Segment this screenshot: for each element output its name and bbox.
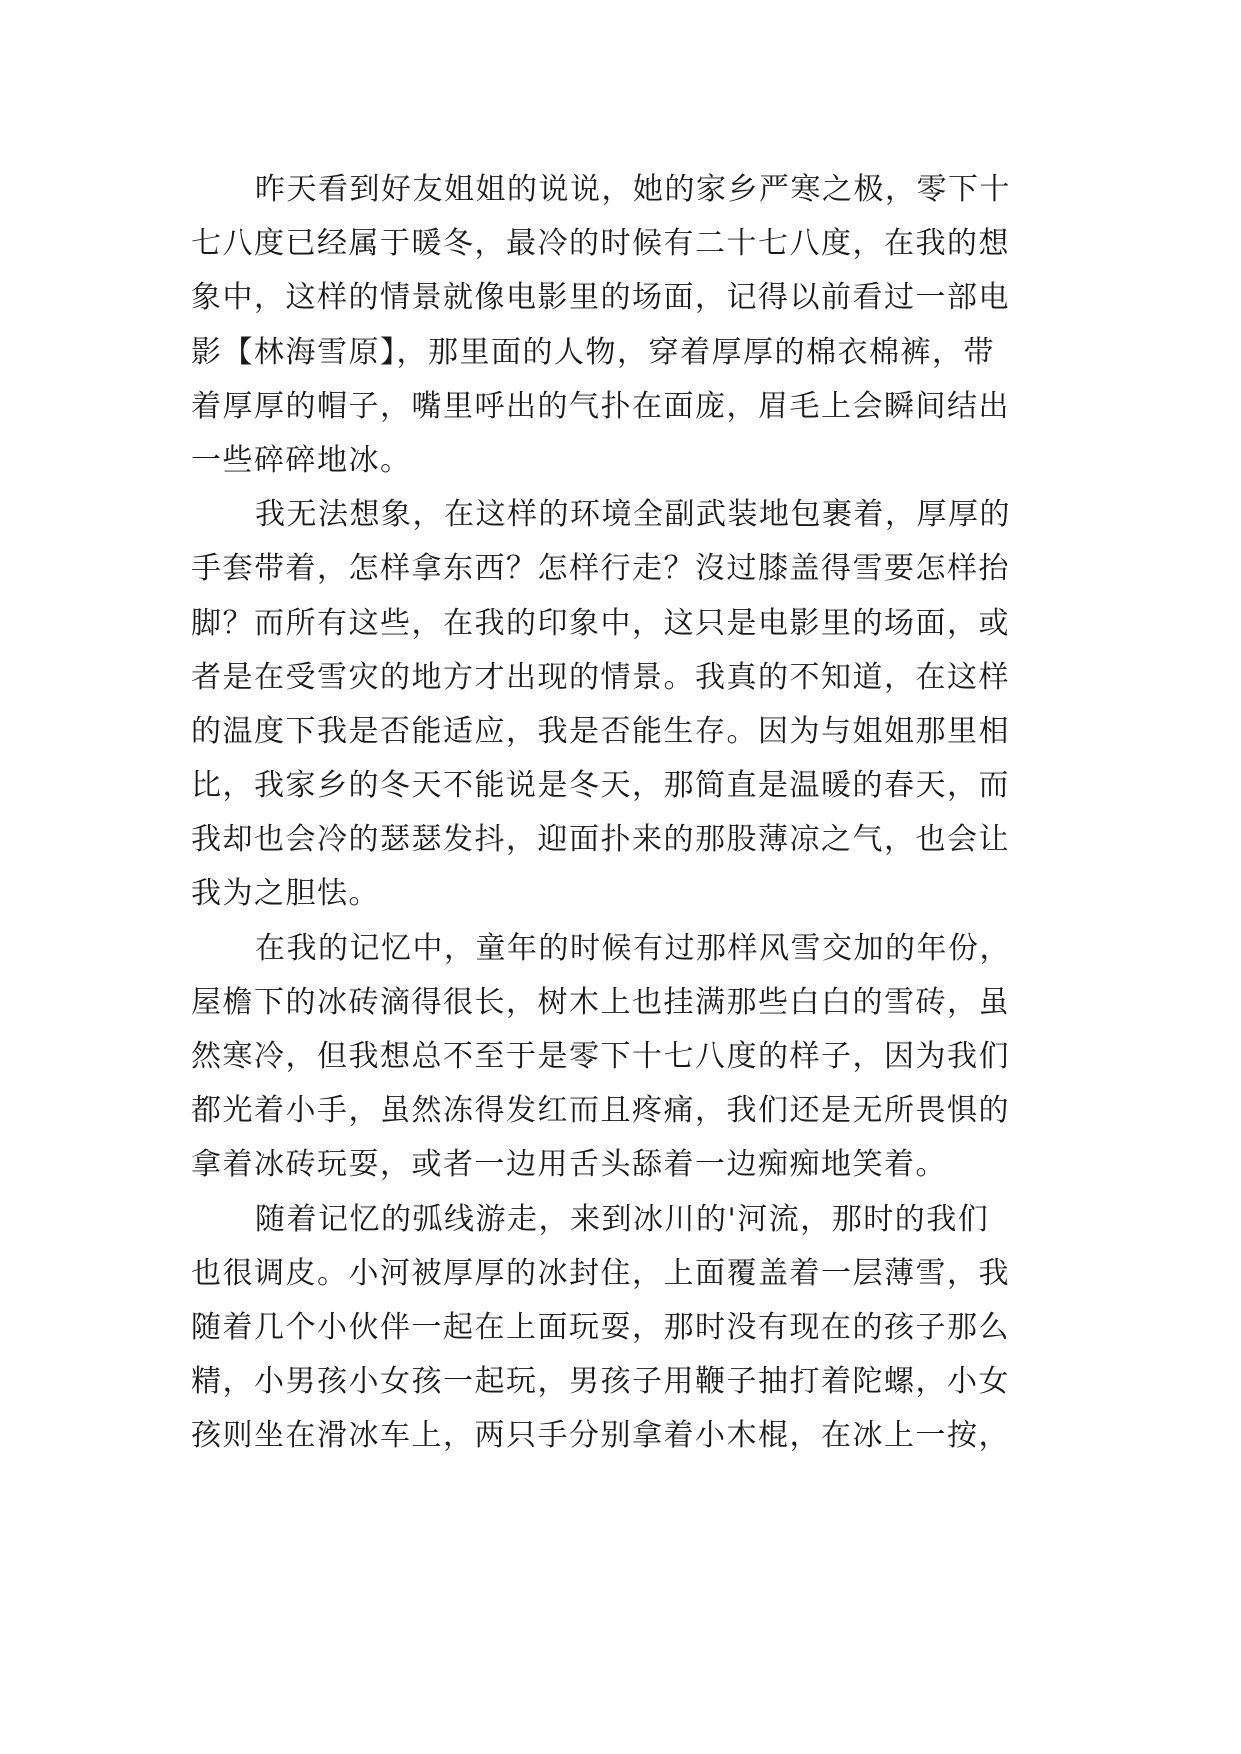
text-line: 手套带着，怎样拿东西？怎样行走？沒过膝盖得雪要怎样抬 [191,551,1010,587]
text-line: 都光着小手，虽然冻得发红而且疼痛，我们还是无所畏惧的 [191,1093,1010,1129]
text-line: 着厚厚的帽子，嘴里呼出的气扑在面庞，眉毛上会瞬间结出 [191,388,1010,424]
text-line: 也很调皮。小河被厚厚的冰封住，上面覆盖着一层薄雪，我 [191,1255,1010,1291]
paragraph-3 [191,922,1071,1193]
paragraph-1 [191,163,1071,488]
text-line: 我为之胆怯。 [191,876,380,912]
text-line: 孩则坐在滑冰车上，两只手分别拿着小木棍，在冰上一按， [191,1418,1010,1454]
text-line: 昨天看到好友姐姐的说说，她的家乡严寒之极，零下十 [255,172,1011,207]
text-line: 七八度已经属于暖冬，最冷的时候有二十七八度，在我的想 [191,226,1010,262]
text-line: 影【林海雪原】，那里面的人物，穿着厚厚的棉衣棉裤，带 [191,334,995,370]
paragraph-2 [191,488,1071,922]
text-line: 脚？而所有这些，在我的印象中，这只是电影里的场面，或 [191,605,1010,641]
text-line: 一些碎碎地冰。 [191,442,412,478]
text-line: 的温度下我是否能适应，我是否能生存。因为与姐姐那里相 [191,713,1010,749]
text-line: 象中，这样的情景就像电影里的场面，记得以前看过一部电 [191,280,1010,316]
text-line: 我却也会冷的瑟瑟发抖，迎面扑来的那股薄凉之气，也会让 [191,822,1010,858]
text-line: 屋檐下的冰砖滴得很长，树木上也挂满那些白白的雪砖，虽 [191,984,1010,1020]
text-line: 在我的记忆中，童年的时候有过那样风雪交加的年份， [255,930,1011,966]
text-line: 我无法想象，在这样的环境全副武装地包裹着，厚厚的 [255,497,1011,533]
text-line: 比，我家乡的冬天不能说是冬天，那简直是温暖的春天，而 [191,768,1010,804]
text-line: 者是在受雪灾的地方才出现的情景。我真的不知道，在这样 [191,659,1010,695]
document-body [191,163,1071,1464]
text-line: 精，小男孩小女孩一起玩，男孩子用鞭子抽打着陀螺，小女 [191,1364,1010,1400]
paragraph-4 [191,1193,1071,1464]
text-line: 随着几个小伙伴一起在上面玩耍，那时没有现在的孩子那么 [191,1309,1010,1345]
text-line: 拿着冰砖玩耍，或者一边用舌头舔着一边痴痴地笑着。 [191,1147,947,1183]
text-line: 随着记忆的弧线游走，来到冰川的'河流，那时的我们 [255,1201,990,1237]
text-line: 然寒冷，但我想总不至于是零下十七八度的样子，因为我们 [191,1039,1010,1074]
